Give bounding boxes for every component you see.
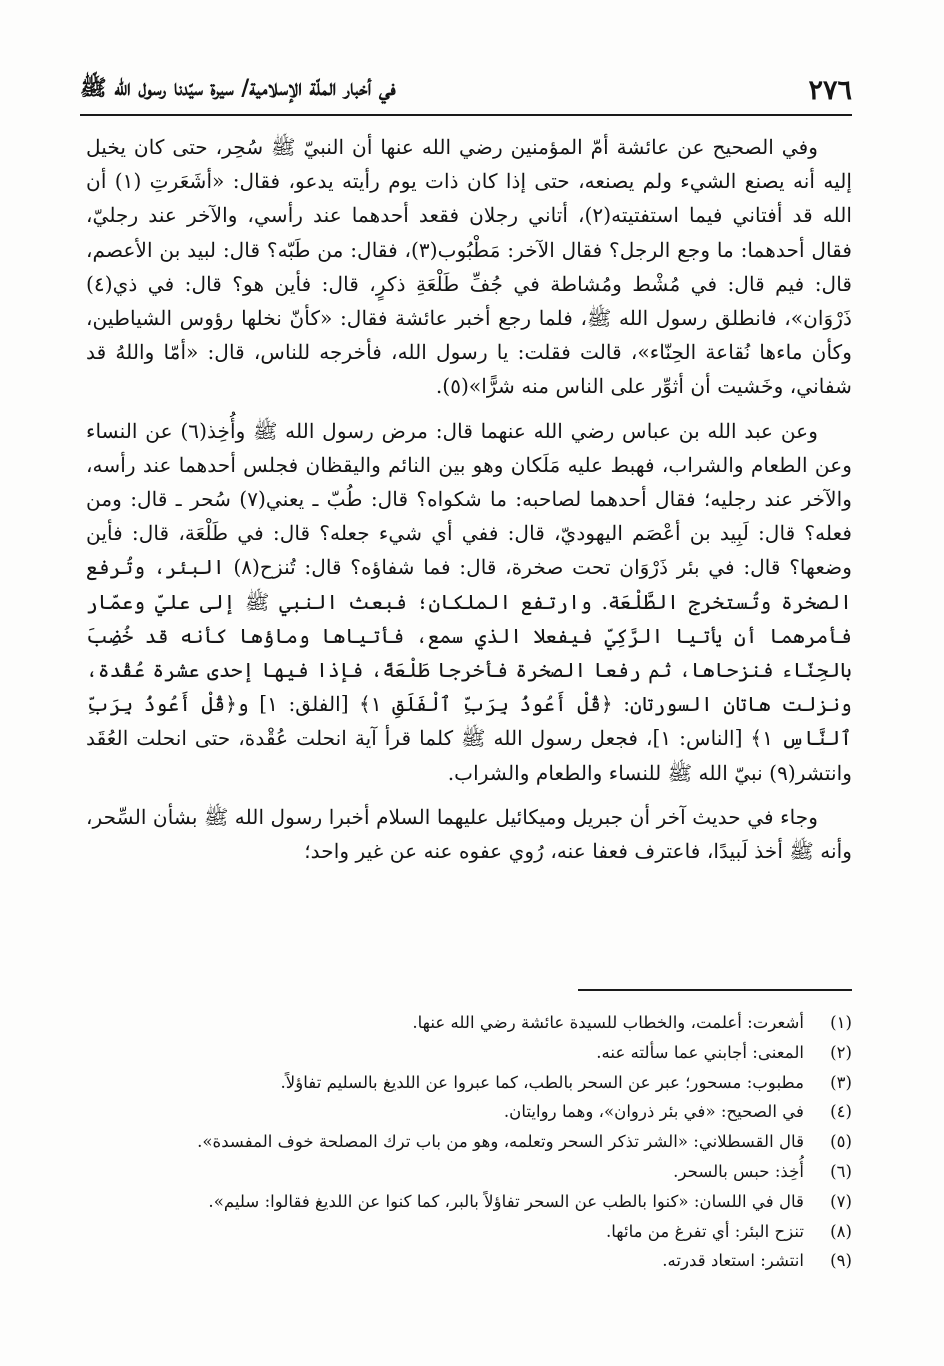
running-title: في أخبار الملّة الإسلامية/ سيرة سيّدنا رسول الله ﷺ — [80, 75, 396, 101]
footnote — [86, 1068, 852, 1098]
paragraph: وعن عبد الله بن عباس رضي الله عنهما قال: مرض رسول الله ﷺ وأُخِذ(٦) عن النساء وعن الطعام والشراب، فهبط عليه مَلَكان وهو بين النائم واليقظان فجلس أحدهما عند رأسه، والآخر عند رجليه؛ فقال أحدهما لصاحبه: ما شكواه؟ قال: طُبّ ـ يعني(٧) سُحر ـ قال: ومن فعله؟ قال: لَبِيد بن أعْصَم اليهوديّ، قال: ففي أي شيء جعله؟ قال: في طَلْعَة، قال: فأين وضعها؟ قال: في بئر ذَرْوَان تحت صخرة، قال: فما شفاؤه؟ قال: تُنزح(٨) البئر، وتُرفع الصخرة وتُستخرج الطَّلْعَة. وارتفع الملكان؛ فبعث النبي ﷺ إلى عليّ وعمّار فأمرهما أن يأتيا الرَّكِيّ فيفعلا الذي سمع، فأتياها وماؤها كأنه قد خُضِبَ بالحِنّاء فنزحاها، ثم رفعا الصخرة فأخرجا طَلْعَةً، فإذا فيها إحدى عشرة عُقْدة، ونزلت هاتان السورتان: ﴿قُلْ أَعُوذُ بِرَبِّ ٱلْفَلَقِ ١﴾ [الفلق: ١] و﴿قُلْ أَعُوذُ بِرَبِّ ٱلنَّاسِ ١﴾ [الناس: ١]، فجعل رسول الله ﷺ كلما قرأ آية انحلت عُقْدة، حتى انحلت العُقَد وانتشر(٩) نبيّ الله ﷺ للنساء والطعام والشراب. — [86, 418, 852, 785]
paragraph: وفي الصحيح عن عائشة أمّ المؤمنين رضي الله عنها أن النبيّ ﷺ سُحِر، حتى كان يخيل إليه أنه يصنع الشيء ولم يصنعه، حتى إذا كان ذات يوم رأيته يدعو، فقال: «أشَعَرتِ (١) أن الله قد أفتاني فيما استفتيته(٢)، أتاني رجلان فقعد أحدهما عند رأسي، والآخر عند رجليّ، فقال أحدهما: ما وجع الرجل؟ فقال الآخر: مَطْبُوب(٣)، فقال: من طَبّه؟ قال: لبيد بن الأعصم، قال: فيم قال: في مُشْط ومُشاطة في جُفِّ طَلْعَةِ ذكرٍ، قال: فأين هو؟ قال: في ذي(٤) ذَرْوَان»، فانطلق رسول الله ﷺ، فلما رجع أخبر عائشة فقال: «كأنّ نخلها رؤوس الشياطين، وكأن ماءها نُقاعة الحِنّاء»، قالت فقلت: يا رسول الله، فأخرجه للناس، قال: «أمّا واللهُ قد شفاني، وخَشيت أن أثوِّر على الناس منه شرًّا»(٥). — [86, 135, 852, 399]
footnote-number: (٦) — [830, 1161, 852, 1181]
footnote — [86, 1187, 852, 1217]
footnote-text: مطبوب: مسحور؛ عبر عن السحر بالطب، كما عبروا عن اللديغ بالسليم تفاؤلاً. — [280, 1072, 804, 1092]
footnote-divider — [578, 989, 852, 991]
footnote — [86, 1008, 852, 1038]
page-number: ٢٧٦ — [808, 74, 852, 106]
footnote-number: (٤) — [830, 1102, 852, 1122]
footnote — [86, 1038, 852, 1068]
footnote-text: قال القسطلاني: «الشر تذكر السحر وتعلمه، وهو من باب ترك المصلحة خوف المفسدة». — [197, 1132, 804, 1152]
paragraph: وجاء في حديث آخر أن جبريل وميكائيل عليهما السلام أخبرا رسول الله ﷺ بشأن السِّحر، وأنه ﷺ أخذ لَبيدًا، فاعترف فعفا عنه، رُوي عفوه عنه عن غير واحد؛ — [86, 804, 852, 864]
main-text — [86, 130, 852, 868]
footnote-number: (١) — [830, 1013, 852, 1032]
footnote-text: في الصحيح: «في بئر ذروان»، وهما روايتان. — [503, 1102, 804, 1122]
footnote-number: (٧) — [830, 1191, 852, 1211]
footnote — [86, 1127, 852, 1157]
footnote — [86, 1157, 852, 1187]
footnote — [86, 1097, 852, 1127]
footnote-text: قال في اللسان: «كنوا بالطب عن السحر تفاؤلاً بالبر، كما كنوا عن اللديغ فقالوا: سليم». — [208, 1191, 804, 1211]
footnote-text: تنزح البئر: أي تفرغ من مائها. — [605, 1221, 804, 1241]
footnote — [86, 1246, 852, 1276]
footnote-text: أُخِذ: حبس بالسحر. — [673, 1161, 804, 1181]
footnotes — [86, 1008, 852, 1276]
footnote-number: (٢) — [830, 1042, 852, 1062]
footnote-text: المعنى: أجابني عما سألته عنه. — [596, 1042, 804, 1062]
footnote — [86, 1217, 852, 1247]
page-header — [80, 66, 852, 116]
footnote-number: (٥) — [830, 1132, 852, 1152]
footnote-number: (٩) — [830, 1251, 852, 1271]
footnote-text: انتشر: استعاد قدرته. — [662, 1251, 804, 1271]
footnote-number: (٣) — [830, 1072, 852, 1092]
footnote-number: (٨) — [830, 1221, 852, 1241]
footnote-text: أشعرت: أعلمت، والخطاب للسيدة عائشة رضي الله عنها. — [412, 1013, 804, 1032]
